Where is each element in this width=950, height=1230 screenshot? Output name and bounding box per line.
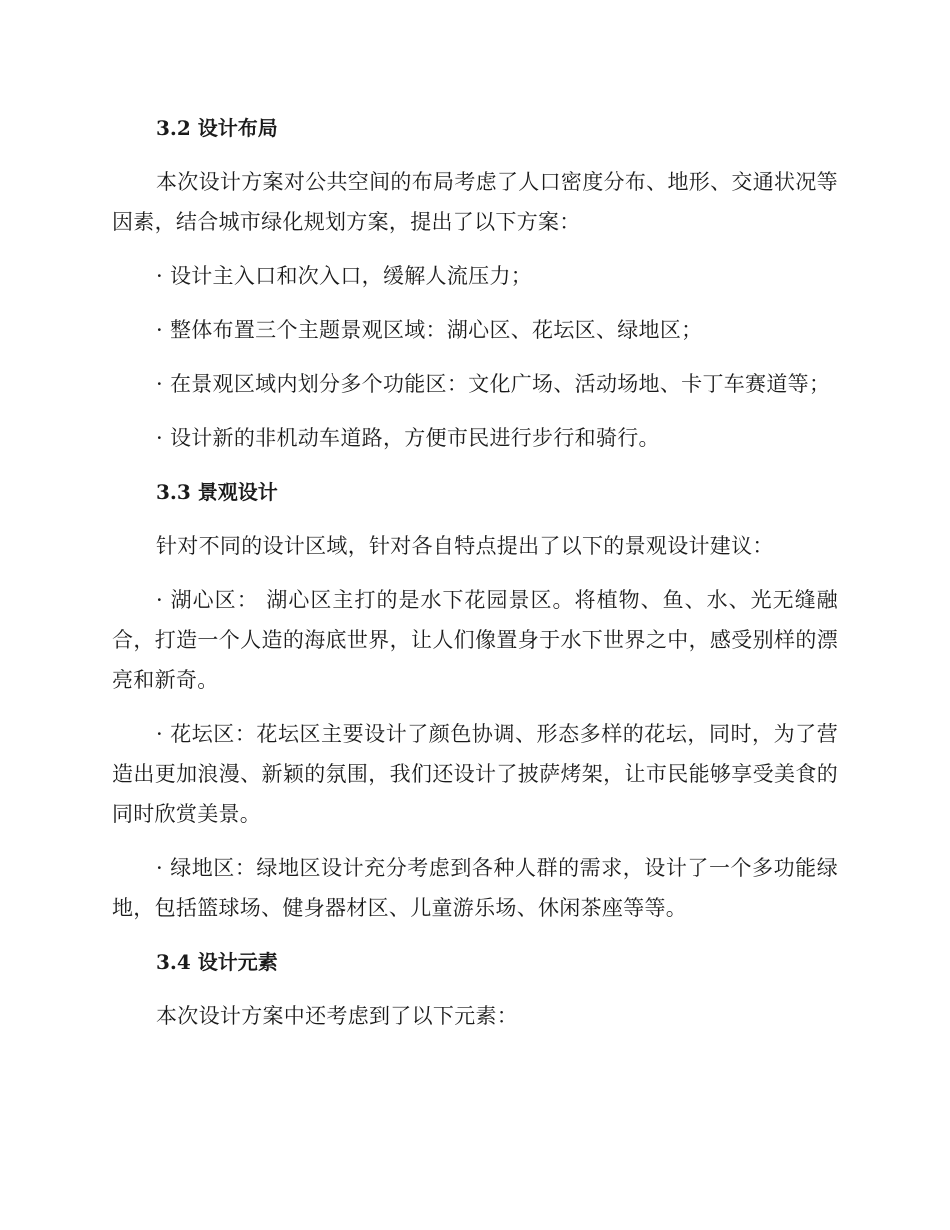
paragraph-intro-landscape: 针对不同的设计区域，针对各自特点提出了以下的景观设计建议： (156, 534, 774, 558)
list-item-entrances: · 设计主入口和次入口，缓解人流压力； (156, 264, 533, 288)
paragraph-intro-layout: 本次设计方案对公共空间的布局考虑了人口密度分布、地形、交通状况等因素，结合城市绿化规划方案，提出了以下方案： (112, 170, 838, 234)
list-item-lake-area: · 湖心区： 湖心区主打的是水下花园景区。将植物、鱼、水、光无缝融合，打造一个人造的海底世界，让人们像置身于水下世界之中，感受别样的漂亮和新奇。 (112, 588, 838, 692)
paragraph-intro-elements: 本次设计方案中还考虑到了以下元素： (156, 1004, 519, 1028)
list-item-bike-lanes: · 设计新的非机动车道路，方便市民进行步行和骑行。 (156, 426, 660, 450)
list-item-flower-area: · 花坛区：花坛区主要设计了颜色协调、形态多样的花坛，同时，为了营造出更加浪漫、新颖的氛围，我们还设计了披萨烤架，让市民能够享受美食的同时欣赏美景。 (112, 722, 838, 826)
section-heading-3-4: 3.4 设计元素 (156, 950, 278, 974)
document-page (112, 108, 838, 1050)
list-item-functional-zones: · 在景观区域内划分多个功能区：文化广场、活动场地、卡丁车赛道等； (156, 372, 831, 396)
list-item-theme-areas: · 整体布置三个主题景观区域：湖心区、花坛区、绿地区； (156, 318, 703, 342)
section-heading-3-2: 3.2 设计布局 (156, 116, 278, 140)
list-item-green-area: · 绿地区：绿地区设计充分考虑到各种人群的需求，设计了一个多功能绿地，包括篮球场、健身器材区、儿童游乐场、休闲茶座等等。 (112, 856, 838, 920)
section-heading-3-3: 3.3 景观设计 (156, 480, 278, 504)
